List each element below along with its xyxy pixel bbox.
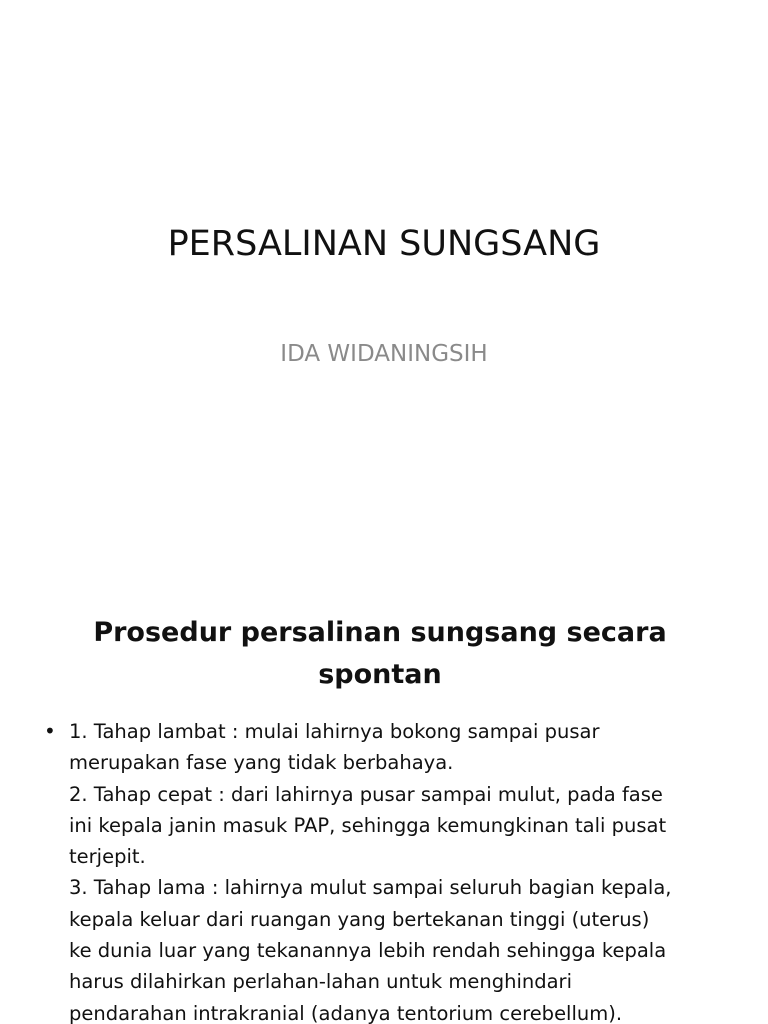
body-text-line: 3. Tahap lama : lahirnya mulut sampai seluruh bagian kepala, (69, 876, 672, 900)
list-item (44, 716, 734, 1024)
body-text-line: harus dilahirkan perlahan-lahan untuk menghindari (69, 970, 572, 994)
body-text-line: 1. Tahap lambat : mulai lahirnya bokong sampai pusar (69, 720, 600, 743)
body-text-line: ini kepala janin masuk PAP, sehingga kemungkinan tali pusat (69, 813, 667, 837)
slide-heading (90, 612, 670, 696)
slide-title: PERSALINAN SUNGSANG (167, 224, 601, 264)
heading-line: spontan (318, 659, 442, 690)
heading-line: Prosedur persalinan sungsang secara (93, 617, 667, 648)
body-text-line: 2. Tahap cepat : dari lahirnya pusar sampai mulut, pada fase (69, 782, 663, 806)
body-text-line: terjepit. (69, 845, 146, 869)
body-text-line: merupakan fase yang tidak berbahaya. (69, 751, 454, 775)
body-text-line: ke dunia luar yang tekanannya lebih rendah sehingga kepala (69, 939, 667, 963)
bullet-icon: • (44, 719, 56, 743)
content-slide (0, 576, 768, 1024)
bullet-list (44, 716, 734, 1024)
body-text-line: pendarahan intrakranial (adanya tentorium cerebellum). (69, 1001, 623, 1024)
body-text-line: kepala keluar dari ruangan yang bertekanan tinggi (uterus) (69, 907, 650, 931)
slide-subtitle: IDA WIDANINGSIH (280, 341, 488, 367)
